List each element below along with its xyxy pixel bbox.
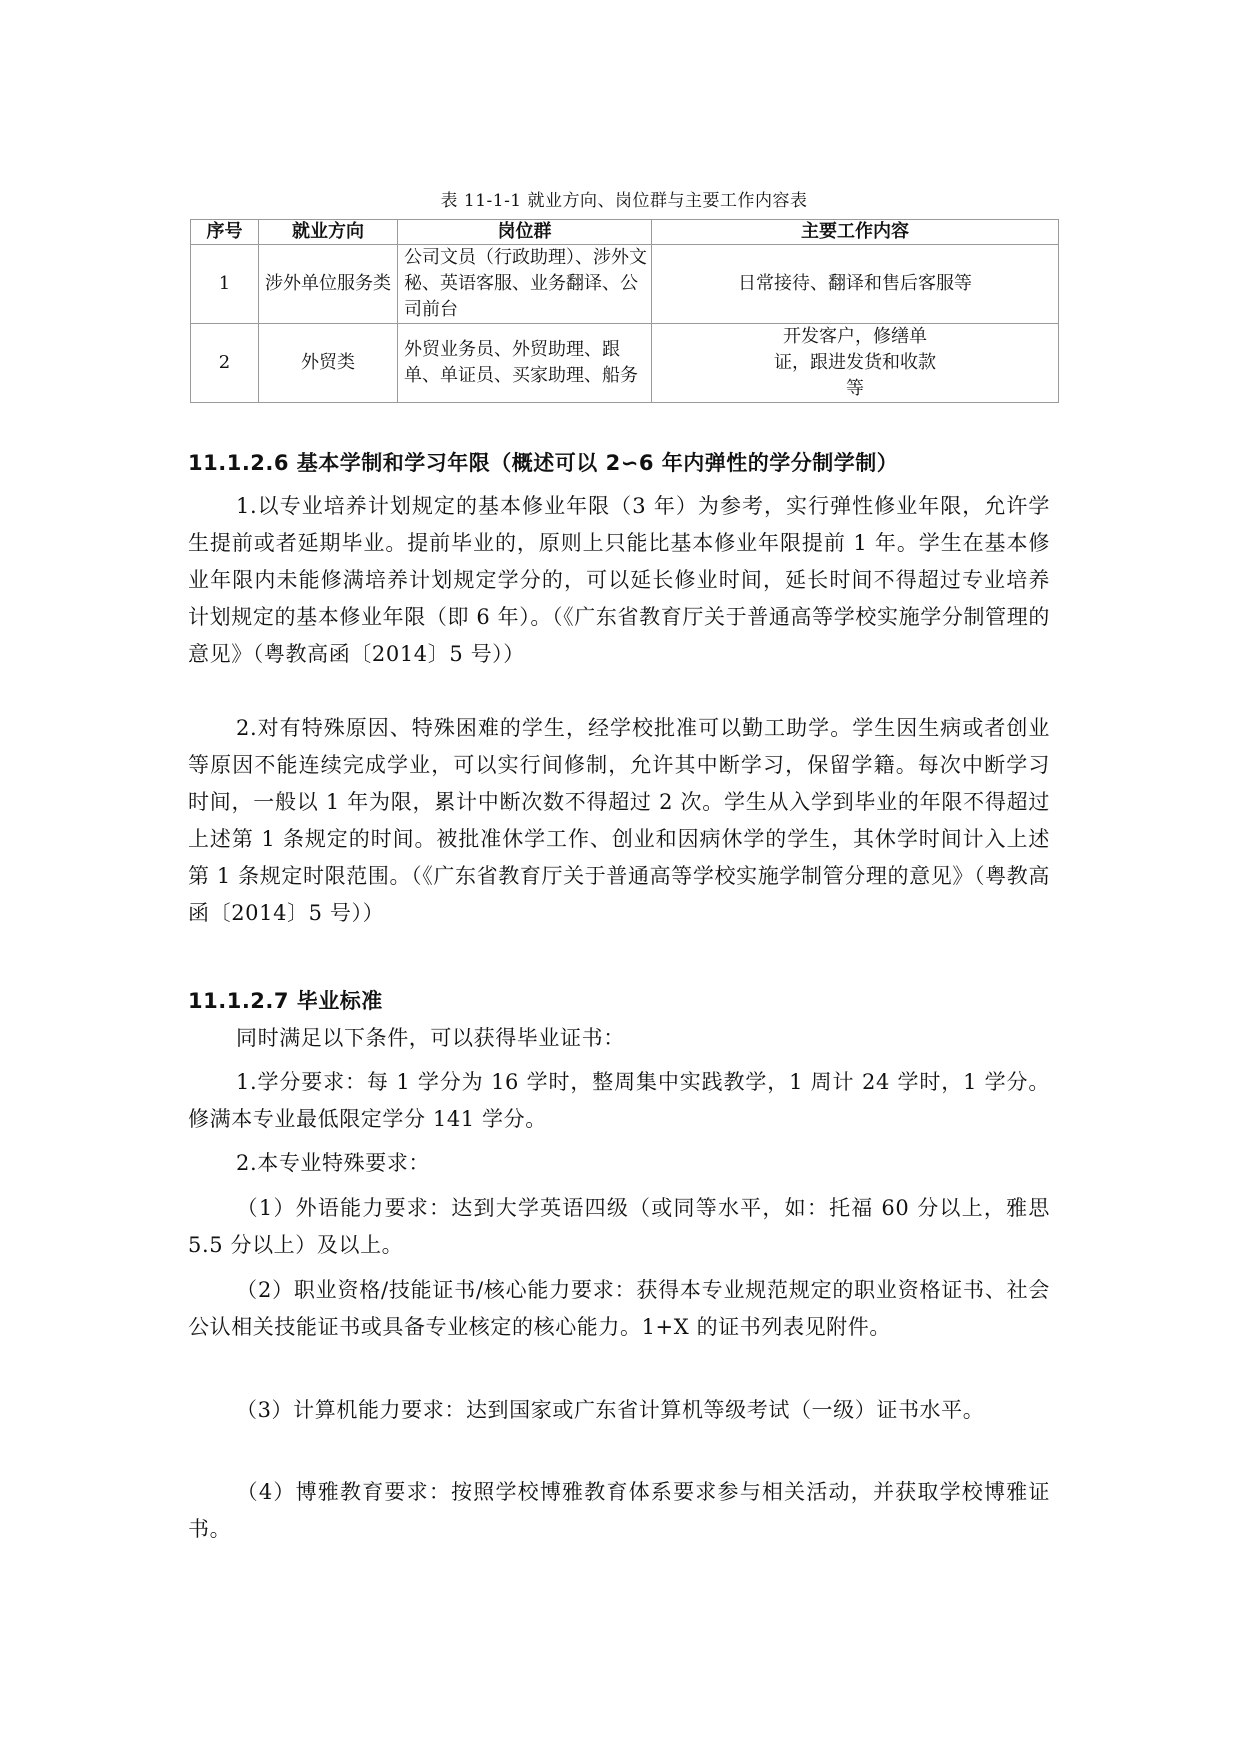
- cell-no: 1: [191, 245, 259, 324]
- cell-direction: 外贸类: [259, 324, 398, 403]
- header-direction: 就业方向: [259, 220, 398, 245]
- paragraph-flexible-years: [188, 488, 1050, 673]
- table-row: [191, 245, 1059, 324]
- paragraph-credit: [188, 1064, 1050, 1138]
- paragraph-text: 1.学分要求：每 1 学分为 16 学时，整周集中实践教学，1 周计 24 学时，1 学分。修满本专业最低限定学分 141 学分。: [188, 1070, 1050, 1131]
- paragraph-text: 1.以专业培养计划规定的基本修业年限（3 年）为参考，实行弹性修业年限，允许学生提前或者延期毕业。提前毕业的，原则上只能比基本修业年限提前 1 年。学生在基本修业年限内未能修满培养计划规定学分的，可以延长修业时间，延长时间不得超过专业培养计划规定的基本修业年限（即 6 年）。（《广东省教育厅关于普通高等学校实施学分制管理的意见》（粤教高函〔2014〕5 号））: [188, 494, 1050, 666]
- paragraph-suspension: [188, 710, 1050, 932]
- section-heading-1126: 11.1.2.6 基本学制和学习年限（概述可以 2∽6 年内弹性的学分制学制）: [188, 451, 899, 475]
- section-heading-1127: 11.1.2.7 毕业标准: [188, 989, 383, 1013]
- paragraph-computer: [188, 1392, 1050, 1429]
- cell-positions: 外贸业务员、外贸助理、跟单、单证员、买家助理、船务: [398, 324, 652, 403]
- paragraph-text: （4）博雅教育要求：按照学校博雅教育体系要求参与相关活动，并获取学校博雅证书。: [188, 1480, 1050, 1541]
- header-content: 主要工作内容: [652, 220, 1059, 245]
- paragraph-text: 2.本专业特殊要求：: [236, 1151, 431, 1175]
- paragraph-language: [188, 1190, 1050, 1264]
- paragraph-special: [188, 1145, 1050, 1182]
- paragraph-text: 同时满足以下条件，可以获得毕业证书：: [236, 1026, 625, 1050]
- paragraph-intro: [188, 1020, 1050, 1057]
- table-row: [191, 324, 1059, 403]
- paragraph-text: （1）外语能力要求：达到大学英语四级（或同等水平，如：托福 60 分以上，雅思 5.5 分以上）及以上。: [188, 1196, 1050, 1257]
- header-positions: 岗位群: [398, 220, 652, 245]
- header-no: 序号: [191, 220, 259, 245]
- cell-no: 2: [191, 324, 259, 403]
- cell-content: 开发客户，修缮单证，跟进发货和收款等: [652, 324, 1059, 403]
- paragraph-certificate: [188, 1272, 1050, 1346]
- paragraph-text: 2.对有特殊原因、特殊困难的学生，经学校批准可以勤工助学。学生因生病或者创业等原因不能连续完成学业，可以实行间修制，允许其中断学习，保留学籍。每次中断学习时间，一般以 1 年为限，累计中断次数不得超过 2 次。学生从入学到毕业的年限不得超过上述第 1 条规定的时间。被批准休学工作、创业和因病休学的学生，其休学时间计入上述第 1 条规定时限范围。（《广东省教育厅关于普通高等学校实施学制管分理的意见》（粤教高函〔2014〕5 号））: [188, 716, 1050, 925]
- employment-table: [190, 219, 1059, 403]
- paragraph-text: （2）职业资格/技能证书/核心能力要求：获得本专业规范规定的职业资格证书、社会公认相关技能证书或具备专业核定的核心能力。1+X 的证书列表见附件。: [188, 1278, 1050, 1339]
- cell-content: 日常接待、翻译和售后客服等: [652, 245, 1059, 324]
- table-caption: 表 11-1-1 就业方向、岗位群与主要工作内容表: [440, 191, 808, 211]
- table-header-row: [191, 220, 1059, 245]
- paragraph-text: （3）计算机能力要求：达到国家或广东省计算机等级考试（一级）证书水平。: [236, 1398, 985, 1422]
- paragraph-liberal-arts: [188, 1474, 1050, 1548]
- cell-direction: 涉外单位服务类: [259, 245, 398, 324]
- cell-positions: 公司文员（行政助理）、涉外文秘、英语客服、业务翻译、公司前台: [398, 245, 652, 324]
